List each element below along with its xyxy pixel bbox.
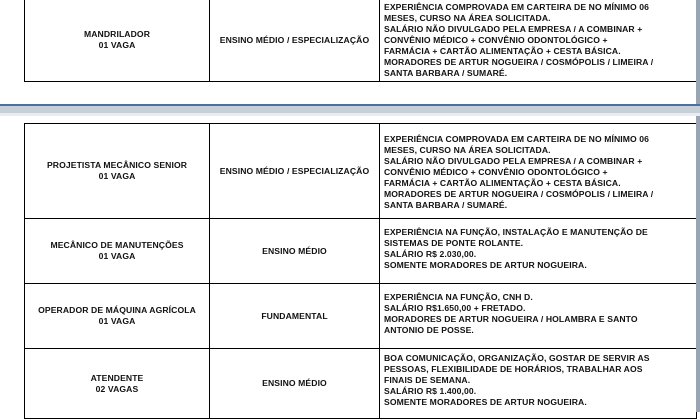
- job-description-line: SOMENTE MORADORES DE ARTUR NOGUEIRA.: [384, 397, 587, 407]
- job-role-cell: [25, 124, 210, 219]
- job-role-cell: [25, 349, 210, 419]
- job-description-line: CONVÊNIO MÉDICO + CONVÊNIO ODONTOLÓGICO +: [384, 35, 608, 45]
- job-title: OPERADOR DE MÁQUINA AGRÍCOLA: [38, 305, 196, 315]
- table-row: [25, 124, 697, 219]
- page-edge-shadow: [696, 0, 700, 104]
- table-row: [25, 219, 697, 284]
- job-education-cell: ENSINO MÉDIO / ESPECIALIZAÇÃO: [210, 124, 380, 219]
- job-description-cell: [380, 0, 697, 82]
- job-education-cell: FUNDAMENTAL: [210, 284, 380, 349]
- table-row: [25, 284, 697, 349]
- job-description-cell: [380, 124, 697, 219]
- job-title: MANDRILADOR: [83, 29, 151, 39]
- job-title: PROJETISTA MECÂNICO SENIOR: [46, 160, 188, 170]
- job-description-line: EXPERIÊNCIA COMPROVADA EM CARTEIRA DE NO MÍNIMO 06: [384, 134, 650, 144]
- job-description-line: SALÁRIO NÃO DIVULGADO PELA EMPRESA / A COMBINAR +: [384, 156, 643, 166]
- job-title: MECÂNICO DE MANUTENÇÕES: [50, 240, 184, 250]
- job-description-line: SALÁRIO R$ 2.030,00.: [384, 249, 477, 259]
- job-role-cell: [25, 0, 210, 82]
- job-role-cell: [25, 284, 210, 349]
- job-vacancies: 01 VAGA: [98, 316, 136, 326]
- job-description-line: MESES, CURSO NA ÁREA SOLICITADA.: [384, 145, 551, 155]
- job-table-bottom: [24, 123, 697, 419]
- job-description-line: EXPERIÊNCIA COMPROVADA EM CARTEIRA DE NO MÍNIMO 06: [384, 2, 650, 12]
- job-description-line: FINAIS DE SEMANA.: [384, 375, 471, 385]
- job-description-line: SALÁRIO R$1.650,00 + FRETADO.: [384, 303, 526, 313]
- job-description-line: SALÁRIO NÃO DIVULGADO PELA EMPRESA / A COMBINAR +: [384, 24, 643, 34]
- job-description-line: MESES, CURSO NA ÁREA SOLICITADA.: [384, 13, 551, 23]
- job-table-top: [24, 0, 697, 82]
- job-vacancies: 01 VAGA: [98, 251, 136, 261]
- job-education-cell: ENSINO MÉDIO: [210, 219, 380, 284]
- job-title: ATENDENTE: [90, 372, 144, 383]
- job-description-line: MORADORES DE ARTUR NOGUEIRA / HOLAMBRA E SANTO: [384, 314, 638, 324]
- job-description-line: EXPERIÊNCIA NA FUNÇÃO, CNH D.: [384, 292, 533, 302]
- job-description-line: CONVÊNIO MÉDICO + CONVÊNIO ODONTOLÓGICO +: [384, 167, 608, 177]
- job-description-line: SANTA BARBARA / SUMARÉ.: [384, 200, 508, 210]
- job-education-cell: ENSINO MÉDIO / ESPECIALIZAÇÃO: [210, 0, 380, 82]
- table-row: [25, 0, 697, 82]
- job-description-cell: [380, 284, 697, 349]
- job-vacancies: 02 VAGAS: [95, 383, 139, 394]
- page-edge-shadow: [696, 116, 700, 412]
- job-description-line: SANTA BARBARA / SUMARÉ.: [384, 68, 508, 78]
- job-education-cell: ENSINO MÉDIO: [210, 349, 380, 419]
- document-page-top: [0, 0, 700, 104]
- job-description-line: MORADORES DE ARTUR NOGUEIRA / COSMÓPOLIS / LIMEIRA /: [384, 57, 654, 67]
- page-separator: [0, 104, 700, 116]
- job-description-line: FARMÁCIA + CARTÃO ALIMENTAÇÃO + CESTA BÁSICA.: [384, 178, 621, 188]
- job-description-line: SISTEMAS DE PONTE ROLANTE.: [384, 238, 524, 248]
- job-role-cell: [25, 219, 210, 284]
- job-description-line: PESSOAS, FLEXIBILIDADE DE HORÁRIOS, TRABALHAR AOS: [384, 364, 643, 374]
- job-vacancies: 01 VAGA: [98, 40, 136, 50]
- job-vacancies: 01 VAGA: [98, 171, 136, 181]
- job-description-line: ANTONIO DE POSSE.: [384, 325, 474, 335]
- job-description-line: SALÁRIO R$ 1.400,00.: [384, 386, 477, 396]
- job-description-line: EXPERIÊNCIA NA FUNÇÃO, INSTALAÇÃO E MANUTENÇÃO DE: [384, 227, 648, 237]
- job-description-line: FARMÁCIA + CARTÃO ALIMENTAÇÃO + CESTA BÁSICA.: [384, 46, 621, 56]
- table-row: [25, 349, 697, 419]
- job-description-line: MORADORES DE ARTUR NOGUEIRA / COSMÓPOLIS / LIMEIRA /: [384, 189, 654, 199]
- job-description-line: BOA COMUNICAÇÃO, ORGANIZAÇÃO, GOSTAR DE SERVIR AS: [384, 353, 650, 363]
- job-description-line: SOMENTE MORADORES DE ARTUR NOGUEIRA.: [384, 260, 587, 270]
- job-description-cell: [380, 219, 697, 284]
- document-page-bottom: [0, 116, 700, 412]
- job-description-cell: [380, 349, 697, 419]
